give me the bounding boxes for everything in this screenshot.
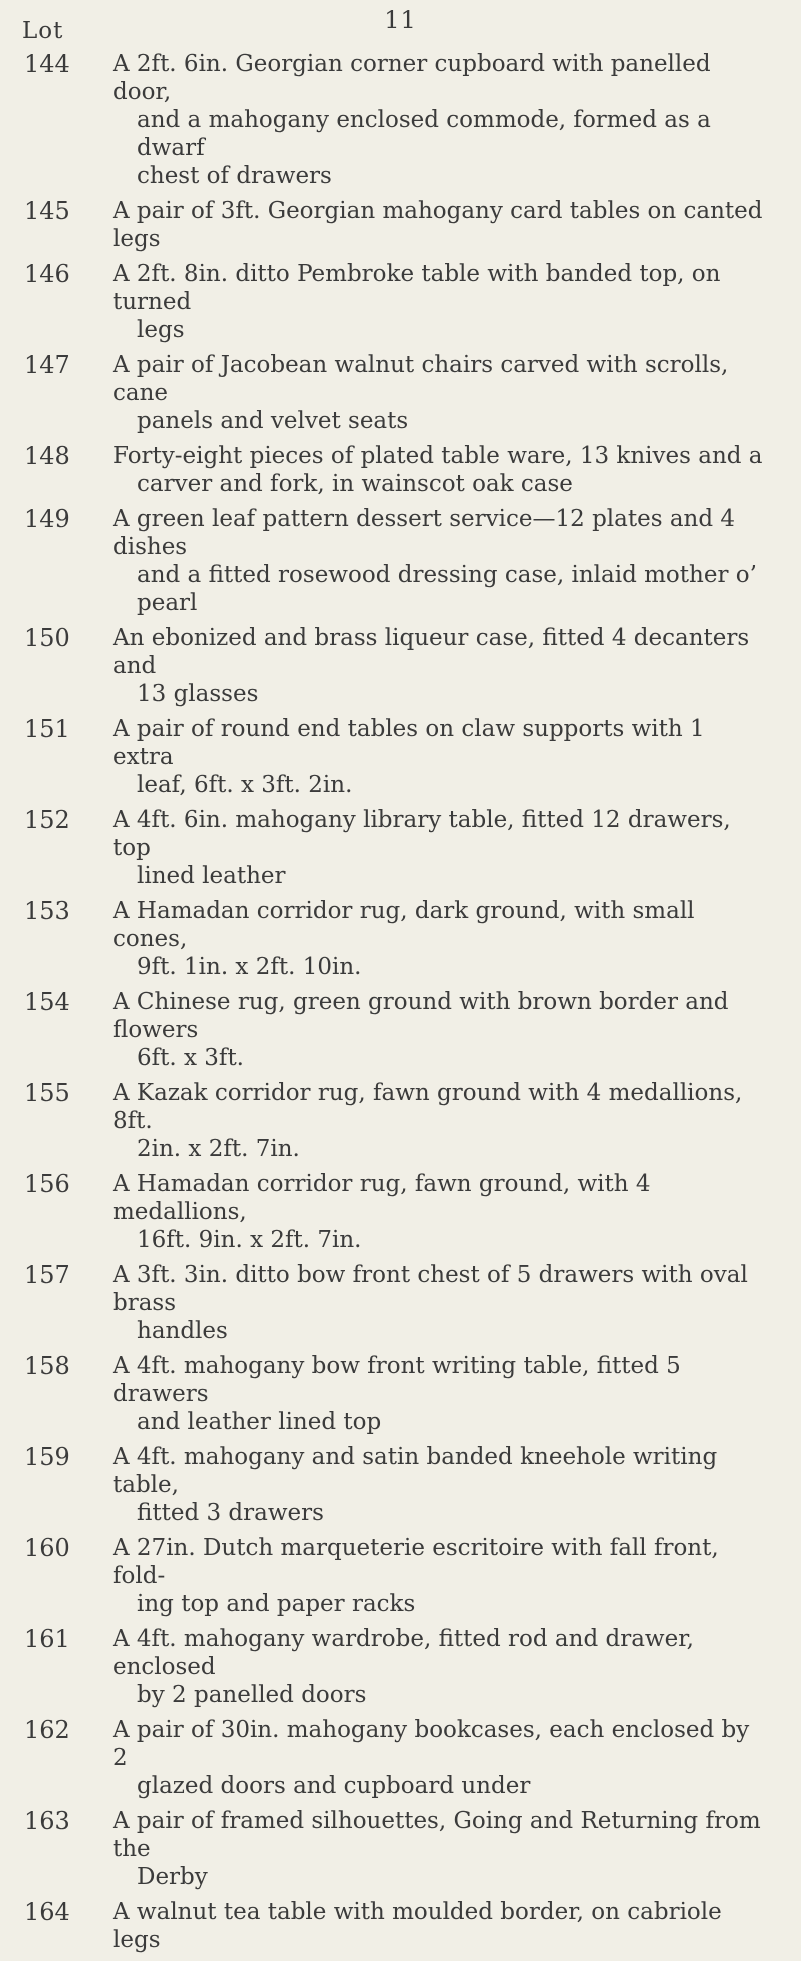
lot-entry bbox=[0, 715, 801, 799]
lot-number: 150 bbox=[24, 624, 70, 652]
lot-entry bbox=[0, 260, 801, 344]
lot-entry bbox=[0, 897, 801, 981]
lot-description-line: A pair of 30in. mahogany bookcases, each enclosed by 2 bbox=[113, 1717, 750, 1771]
lot-number: 147 bbox=[24, 351, 70, 379]
lot-number: 151 bbox=[24, 715, 70, 743]
lot-description-line: A walnut tea table with moulded border, on cabriole legs bbox=[113, 1899, 722, 1953]
lot-number: 154 bbox=[24, 988, 70, 1016]
lot-number: 148 bbox=[24, 442, 70, 470]
lot-description-line: A 27in. Dutch marqueterie escritoire with fall front, fold- bbox=[113, 1535, 719, 1589]
lot-description-line: A 4ft. mahogany wardrobe, fitted rod and drawer, enclosed bbox=[113, 1626, 694, 1680]
lot-number: 144 bbox=[24, 50, 70, 78]
lot-description bbox=[113, 1443, 768, 1527]
lot-description-line: 13 glasses bbox=[137, 681, 259, 707]
lot-description-line: by 2 panelled doors bbox=[137, 1682, 367, 1708]
lot-description-line: A Hamadan corridor rug, fawn ground, with 4 medallions, bbox=[113, 1171, 651, 1225]
lot-description-line: An ebonized and brass liqueur case, fitted 4 decanters and bbox=[113, 625, 750, 679]
lot-number: 159 bbox=[24, 1443, 70, 1471]
lot-description bbox=[113, 1534, 768, 1618]
lot-description-line: leaf, 6ft. x 3ft. 2in. bbox=[137, 772, 353, 798]
lot-description bbox=[113, 624, 768, 708]
lot-entry bbox=[0, 1625, 801, 1709]
lot-entry bbox=[0, 1079, 801, 1163]
lot-description-line: A green leaf pattern dessert service—12 plates and 4 dishes bbox=[113, 506, 736, 560]
lot-description bbox=[113, 1261, 768, 1345]
lot-entry bbox=[0, 442, 801, 498]
lot-description-line: Forty-eight pieces of plated table ware, 13 knives and a bbox=[113, 443, 763, 469]
lot-entry bbox=[0, 1898, 801, 1954]
lot-description bbox=[113, 1352, 768, 1436]
lot-description bbox=[113, 505, 768, 617]
lot-number: 152 bbox=[24, 806, 70, 834]
lot-number: 163 bbox=[24, 1807, 70, 1835]
lot-number: 158 bbox=[24, 1352, 70, 1380]
lot-description-line: carver and fork, in wainscot oak case bbox=[137, 471, 573, 497]
lot-description bbox=[113, 988, 768, 1072]
lot-description bbox=[113, 806, 768, 890]
lot-description-line: A pair of round end tables on claw supports with 1 extra bbox=[113, 716, 705, 770]
lot-number: 153 bbox=[24, 897, 70, 925]
lot-description bbox=[113, 50, 768, 190]
lot-description bbox=[113, 1716, 768, 1800]
lot-description-line: A 2ft. 6in. Georgian corner cupboard with panelled door, bbox=[113, 51, 711, 105]
lot-description-line: A Kazak corridor rug, fawn ground with 4 medallions, 8ft. bbox=[113, 1080, 743, 1134]
lot-number: 145 bbox=[24, 197, 70, 225]
lot-number: 149 bbox=[24, 505, 70, 533]
lot-description bbox=[113, 897, 768, 981]
lot-description bbox=[113, 260, 768, 344]
lot-description-line: A pair of framed silhouettes, Going and Returning from the bbox=[113, 1808, 761, 1862]
lot-number: 155 bbox=[24, 1079, 70, 1107]
lot-description-line: A pair of Jacobean walnut chairs carved with scrolls, cane bbox=[113, 352, 729, 406]
lot-description bbox=[113, 715, 768, 799]
lot-entry bbox=[0, 1534, 801, 1618]
lot-number: 146 bbox=[24, 260, 70, 288]
lot-description-line: ing top and paper racks bbox=[137, 1591, 416, 1617]
lot-description-line: A 3ft. 3in. ditto bow front chest of 5 drawers with oval brass bbox=[113, 1262, 748, 1316]
lot-description-line: and a mahogany enclosed commode, formed as a dwarf bbox=[137, 107, 711, 161]
lot-entry bbox=[0, 505, 801, 617]
lot-description-line: 9ft. 1in. x 2ft. 10in. bbox=[137, 954, 362, 980]
lot-description-line: Derby bbox=[137, 1864, 208, 1890]
lot-number: 160 bbox=[24, 1534, 70, 1562]
lot-number: 161 bbox=[24, 1625, 70, 1653]
lot-description-line: A Hamadan corridor rug, dark ground, with small cones, bbox=[113, 898, 695, 952]
lot-description bbox=[113, 1898, 768, 1954]
lot-description bbox=[113, 197, 768, 253]
lot-description bbox=[113, 1170, 768, 1254]
lot-entry bbox=[0, 1443, 801, 1527]
lot-description-line: panels and velvet seats bbox=[137, 408, 409, 434]
lot-description-line: and leather lined top bbox=[137, 1409, 382, 1435]
lot-entry bbox=[0, 1352, 801, 1436]
lot-description-line: A 4ft. mahogany bow front writing table, fitted 5 drawers bbox=[113, 1353, 681, 1407]
lot-description-line: A pair of 3ft. Georgian mahogany card tables on canted legs bbox=[113, 198, 763, 252]
lot-description-line: and a fitted rosewood dressing case, inlaid mother o’ bbox=[137, 562, 757, 588]
lot-description-line: A 4ft. mahogany and satin banded kneehole writing table, bbox=[113, 1444, 718, 1498]
lot-entry bbox=[0, 1716, 801, 1800]
lot-number: 164 bbox=[24, 1898, 70, 1926]
lot-description-line: 16ft. 9in. x 2ft. 7in. bbox=[137, 1227, 362, 1253]
lot-number: 162 bbox=[24, 1716, 70, 1744]
lot-description-line: glazed doors and cupboard under bbox=[137, 1773, 531, 1799]
lot-entry bbox=[0, 50, 801, 190]
lot-number: 156 bbox=[24, 1170, 70, 1198]
lot-entry bbox=[0, 988, 801, 1072]
lot-description bbox=[113, 1807, 768, 1891]
lot-list bbox=[0, 50, 801, 1961]
lot-description bbox=[113, 442, 768, 498]
lot-entry bbox=[0, 1170, 801, 1254]
lot-description-line: pearl bbox=[137, 590, 198, 616]
lot-description-line: fitted 3 drawers bbox=[137, 1500, 324, 1526]
lot-entry bbox=[0, 1261, 801, 1345]
lot-description bbox=[113, 1079, 768, 1163]
lot-entry bbox=[0, 1807, 801, 1891]
lot-number: 157 bbox=[24, 1261, 70, 1289]
lot-description-line: legs bbox=[137, 317, 185, 343]
lot-entry bbox=[0, 351, 801, 435]
lot-description-line: 6ft. x 3ft. bbox=[137, 1045, 244, 1071]
lot-entry bbox=[0, 624, 801, 708]
lot-description bbox=[113, 351, 768, 435]
lot-description-line: handles bbox=[137, 1318, 228, 1344]
lot-description-line: A 2ft. 8in. ditto Pembroke table with banded top, on turned bbox=[113, 261, 721, 315]
lot-description-line: A 4ft. 6in. mahogany library table, fitted 12 drawers, top bbox=[113, 807, 731, 861]
lot-entry bbox=[0, 197, 801, 253]
lot-description-line: lined leather bbox=[137, 863, 286, 889]
lot-description bbox=[113, 1625, 768, 1709]
lot-description-line: chest of drawers bbox=[137, 163, 332, 189]
page-number: 11 bbox=[384, 6, 417, 34]
lot-column-header: Lot bbox=[22, 18, 64, 44]
lot-description-line: 2in. x 2ft. 7in. bbox=[137, 1136, 300, 1162]
lot-entry bbox=[0, 806, 801, 890]
lot-description-line: A Chinese rug, green ground with brown border and flowers bbox=[113, 989, 729, 1043]
